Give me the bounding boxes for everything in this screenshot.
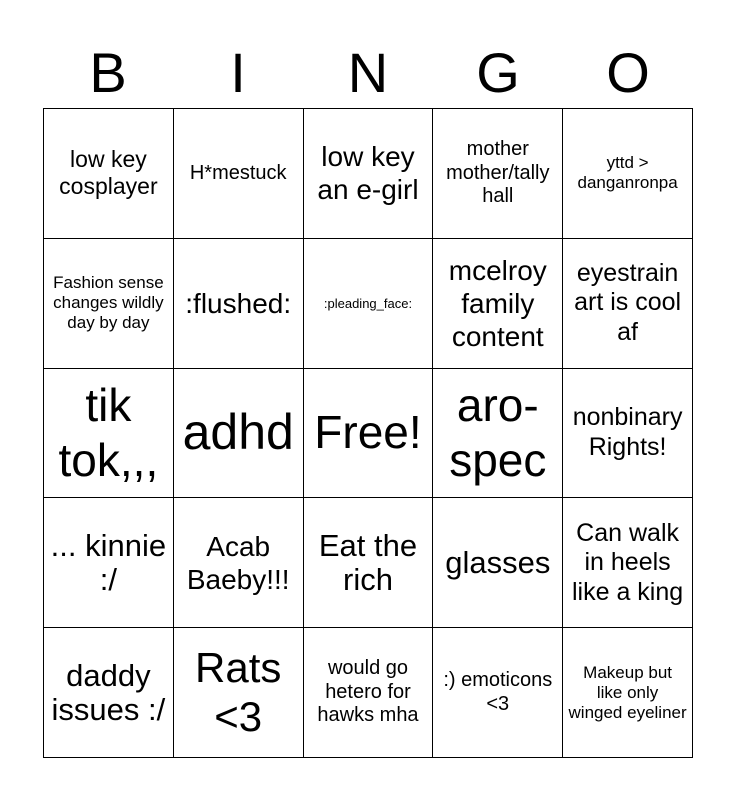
bingo-cell-r2c5[interactable]: eyestrain art is cool af — [563, 239, 693, 369]
bingo-cell-r5c3[interactable]: would go hetero for hawks mha — [304, 628, 434, 758]
bingo-cell-r2c2[interactable]: :flushed: — [174, 239, 304, 369]
bingo-cell-r3c5[interactable]: nonbinary Rights! — [563, 369, 693, 499]
bingo-cell-r1c1[interactable]: low key cosplayer — [44, 109, 174, 239]
bingo-cell-r1c5[interactable]: yttd > danganronpa — [563, 109, 693, 239]
bingo-cell-r5c2[interactable]: Rats <3 — [174, 628, 304, 758]
bingo-cell-r3c2[interactable]: adhd — [174, 369, 304, 499]
bingo-cell-r3c4[interactable]: aro-spec — [433, 369, 563, 499]
bingo-header — [43, 40, 693, 106]
bingo-cell-r4c4[interactable]: glasses — [433, 498, 563, 628]
bingo-cell-r4c3[interactable]: Eat the rich — [304, 498, 434, 628]
bingo-cell-r1c3[interactable]: low key an e-girl — [304, 109, 434, 239]
bingo-grid — [43, 108, 693, 758]
bingo-cell-r2c1[interactable]: Fashion sense changes wildly day by day — [44, 239, 174, 369]
bingo-cell-r3c1[interactable]: tik tok,,, — [44, 369, 174, 499]
bingo-cell-r4c2[interactable]: Acab Baeby!!! — [174, 498, 304, 628]
bingo-cell-r1c4[interactable]: mother mother/tally hall — [433, 109, 563, 239]
header-letter-i: I — [230, 41, 246, 104]
header-letter-b: B — [89, 41, 127, 104]
bingo-cell-r2c3[interactable]: :pleading_face: — [304, 239, 434, 369]
bingo-cell-r2c4[interactable]: mcelroy family content — [433, 239, 563, 369]
bingo-cell-r1c2[interactable]: H*mestuck — [174, 109, 304, 239]
bingo-cell-r5c5[interactable]: Makeup but like only winged eyeliner — [563, 628, 693, 758]
bingo-cell-r3c3[interactable]: Free! — [304, 369, 434, 499]
bingo-cell-r4c5[interactable]: Can walk in heels like a king — [563, 498, 693, 628]
header-letter-n: N — [347, 41, 389, 104]
bingo-cell-r4c1[interactable]: ... kinnie :/ — [44, 498, 174, 628]
bingo-cell-r5c1[interactable]: daddy issues :/ — [44, 628, 174, 758]
header-letter-g: G — [476, 41, 520, 104]
header-letter-o: O — [606, 41, 650, 104]
bingo-cell-r5c4[interactable]: :) emoticons <3 — [433, 628, 563, 758]
